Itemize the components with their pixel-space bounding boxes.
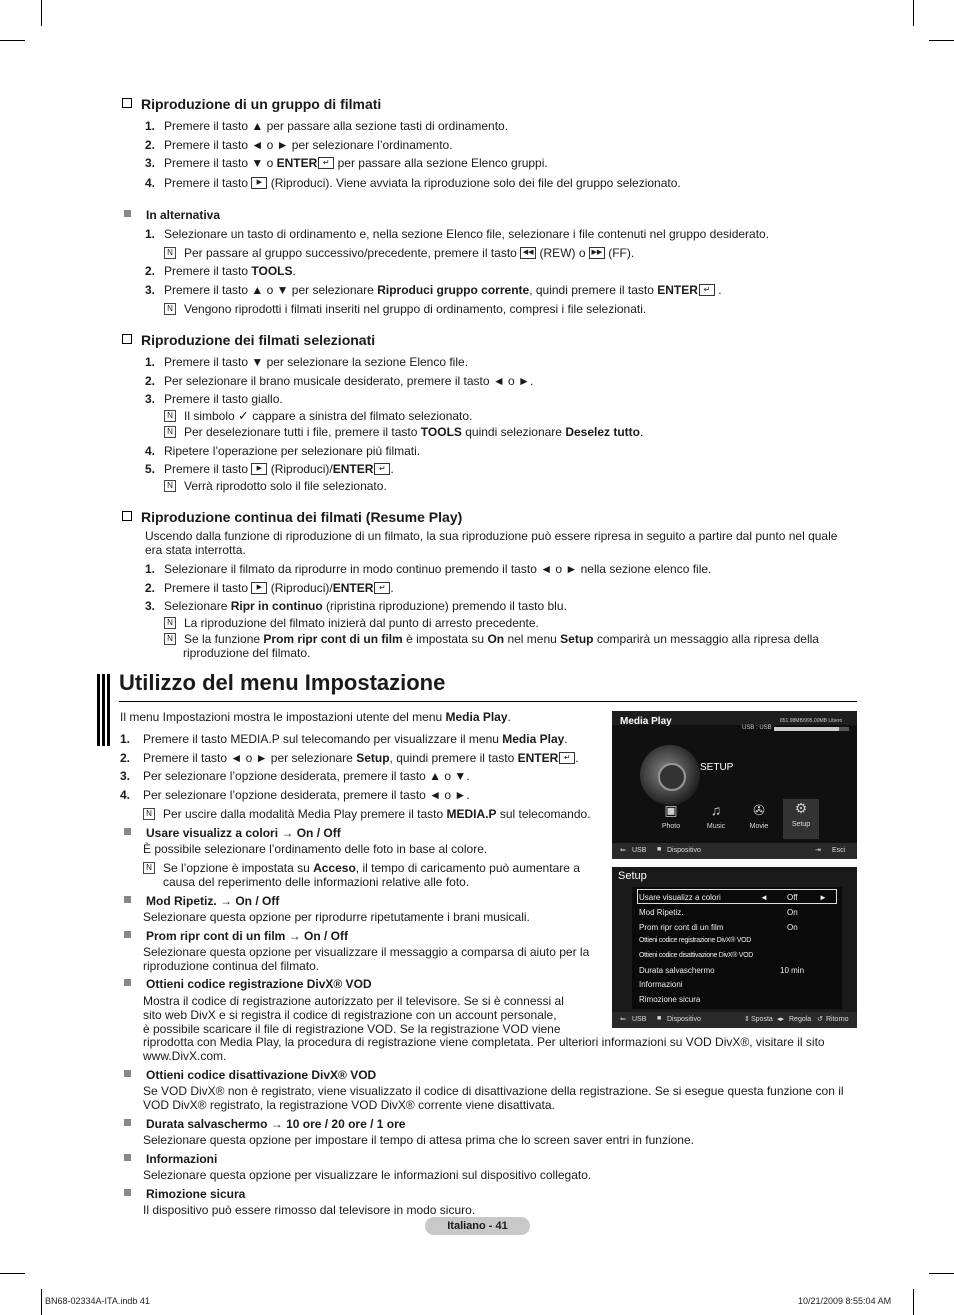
step-text: , quindi premere il tasto <box>389 751 518 765</box>
step-line <box>145 156 548 170</box>
option-heading <box>124 929 348 943</box>
enter-key-label: ENTER <box>332 581 374 595</box>
intro-text-part: . <box>507 710 511 724</box>
setup-row-value: On <box>787 908 798 917</box>
usb-icon: ⇐ <box>620 1016 626 1023</box>
step-line <box>145 227 770 241</box>
note-icon: N <box>143 862 155 874</box>
key-label: MEDIA.P <box>446 807 497 821</box>
setup-row-label: Usare visualizz a colori <box>639 893 721 902</box>
setup-tile-label: Setup <box>791 821 811 828</box>
note-icon: N <box>164 410 176 422</box>
note-text: sul telecomando. <box>496 807 591 821</box>
tools-key-label: TOOLS <box>420 425 462 439</box>
option-heading-text: Usare visualizz a colori → On / Off <box>146 826 341 840</box>
setup-row[interactable] <box>639 980 683 989</box>
step-line <box>145 599 567 613</box>
enter-icon: ↵ <box>699 284 715 296</box>
option-heading-text: Rimozione sicura <box>146 1187 246 1201</box>
enter-key-label: ENTER <box>276 156 318 170</box>
alternative-label <box>124 208 220 222</box>
option-text: Se VOD DivX® non è registrato, viene visualizzato il codice di disattivazione della registrazione. Se si esegue questa funzione con il <box>143 1084 844 1098</box>
option-text: È possibile selezionare l’ordinamento delle foto in base al colore. <box>143 842 488 856</box>
option-heading <box>124 894 279 908</box>
menu-name: Setup <box>356 751 390 765</box>
section-heading <box>122 332 375 348</box>
crop-mark <box>913 0 914 26</box>
setup-gear-icon <box>640 745 700 805</box>
enter-icon: ↵ <box>374 463 390 475</box>
fast-forward-icon: ▶▶ <box>589 247 605 259</box>
media-play-title: Media Play <box>620 716 672 727</box>
step-text: Selezionare un tasto di ordinamento e, nella sezione Elenco file, selezionare i file contenuti nel gruppo desiderato. <box>164 227 770 241</box>
intro-text: era stata interrotta. <box>145 543 246 557</box>
footer-left: BN68-02334A-ITA.indb 41 <box>45 1296 150 1306</box>
note-icon: N <box>164 617 176 629</box>
device-icon: ■ <box>657 1015 662 1022</box>
step-line <box>145 355 469 369</box>
note-text: Per deselezionare tutti i file, premere il tasto <box>184 425 421 439</box>
note-text: cappare a sinistra del filmato selezionato. <box>248 409 473 423</box>
intro-text: Uscendo dalla funzione di riproduzione di un filmato, la sua riproduzione può essere ripresa in seguito a partire dal punto nel quale <box>145 529 838 543</box>
footer-usb: USB <box>632 847 647 854</box>
option-heading-text: Ottieni codice disattivazione DivX® VOD <box>146 1068 377 1082</box>
option-heading <box>124 977 372 991</box>
setup-row-label: Rimozione sicura <box>639 995 701 1004</box>
rewind-icon: ◀◀ <box>520 247 536 259</box>
option-heading <box>124 1152 217 1166</box>
crop-mark <box>41 0 42 26</box>
note-line <box>164 425 643 439</box>
step-text: Premere il tasto <box>164 264 252 278</box>
option-name: Ripr in continuo <box>230 599 323 613</box>
tools-key-label: TOOLS <box>251 264 293 278</box>
setup-row[interactable] <box>639 893 827 902</box>
footer-right: 10/21/2009 8:55:04 AM <box>798 1296 892 1306</box>
storage-bar-fill <box>774 727 839 731</box>
step-text: Premere il tasto ◄ o ► per selezionare l’ordinamento. <box>164 138 453 152</box>
step-text: Premere il tasto ▼ per selezionare la sezione Elenco file. <box>164 355 469 369</box>
step-line <box>145 581 394 595</box>
step-number: 2. <box>145 138 156 152</box>
footer-exit[interactable]: Esci <box>832 847 846 854</box>
movie-icon: ✇ <box>753 802 765 818</box>
setup-head: Setup <box>618 870 647 882</box>
step-text: Premere il tasto ▼ o <box>164 156 277 170</box>
footer-adjust: Regola <box>789 1016 812 1023</box>
step-text: Premere il tasto <box>164 581 252 595</box>
note-text: quindi selezionare <box>461 425 566 439</box>
crop-mark <box>913 1289 914 1315</box>
square-bullet-icon <box>124 1189 131 1196</box>
move-icon: ⇕ <box>744 1016 750 1023</box>
setup-row[interactable] <box>639 923 798 932</box>
step-text: , quindi premere il tasto <box>529 283 658 297</box>
step-text: . <box>390 462 394 476</box>
note-line: riproduzione del filmato. <box>183 646 311 660</box>
note-text: Se l’opzione è impostata su <box>163 861 314 875</box>
music-tile[interactable] <box>698 801 734 839</box>
option-text: Selezionare questa opzione per impostare il tempo di attesa prima che lo screen saver entri in funzione. <box>143 1133 694 1147</box>
step-line <box>120 788 470 802</box>
footer-move: Sposta <box>751 1016 773 1023</box>
note-line: causa del reperimento delle informazioni relative alle foto. <box>163 875 470 889</box>
setup-row[interactable] <box>639 995 700 1004</box>
option-text: VOD DivX® registrato, la registrazione VOD DivX® corrente viene disattivata. <box>143 1098 555 1112</box>
option-heading-text: Mod Ripetiz. → On / Off <box>146 894 280 908</box>
option-heading-text: Ottieni codice registrazione DivX® VOD <box>146 977 372 991</box>
option-text: Il dispositivo può essere rimosso dal televisore in modo sicuro. <box>143 1203 476 1217</box>
enter-key-label: ENTER <box>657 283 698 297</box>
option-text: Mostra il codice di registrazione autorizzato per il televisore. Se si è connessi al <box>143 994 564 1008</box>
option-value: On <box>487 632 505 646</box>
step-number: 1. <box>120 732 131 746</box>
setup-row-value: 10 min <box>780 966 805 975</box>
step-number: 4. <box>145 444 156 458</box>
step-text: . <box>564 732 568 746</box>
movie-tile[interactable] <box>741 801 777 839</box>
note-line <box>143 807 591 821</box>
alternative-label-text: In alternativa <box>146 208 221 222</box>
step-text: Per selezionare l’opzione desiderata, premere il tasto ▲ o ▼. <box>143 769 470 783</box>
title-bar-decoration <box>107 674 110 746</box>
note-icon: N <box>143 808 155 820</box>
note-icon: N <box>164 247 176 259</box>
option-heading-text: Prom ripr cont di un film → On / Off <box>146 929 348 943</box>
enter-icon: ↵ <box>374 582 390 594</box>
option-name: Deselez tutto <box>565 425 640 439</box>
step-line <box>145 119 509 133</box>
step-number: 3. <box>120 769 131 783</box>
setup-tile[interactable] <box>783 799 819 839</box>
setup-row-label: Ottieni codice disattivazione DivX® VOD <box>639 952 754 959</box>
square-bullet-icon <box>124 931 131 938</box>
gear-icon: ⚙ <box>794 800 808 816</box>
option-value: Acceso <box>313 861 356 875</box>
step-text: Premere il tasto <box>164 176 252 190</box>
step-text: per passare alla sezione Elenco gruppi. <box>334 156 548 170</box>
step-line <box>145 444 421 458</box>
crop-mark <box>0 1273 25 1274</box>
step-number: 2. <box>145 374 156 388</box>
storage-label: 851.98MB/995.00MB Libero <box>780 718 843 724</box>
setup-row-label: Informazioni <box>639 980 683 989</box>
step-line <box>145 176 681 190</box>
step-number: 3. <box>145 392 156 406</box>
square-bullet-icon <box>124 1154 131 1161</box>
adjust-icon: ◂▸ <box>777 1016 785 1023</box>
note-text: Vengono riprodotti i filmati inseriti nel gruppo di ordinamento, compresi i file selezionati. <box>184 302 647 316</box>
step-text: Premere il tasto giallo. <box>164 392 283 406</box>
step-line <box>120 769 470 783</box>
section-heading-text: Riproduzione di un gruppo di filmati <box>141 96 382 112</box>
step-text: (ripristina riproduzione) premendo il tasto blu. <box>322 599 567 613</box>
usb-icon: ⇐ <box>620 847 626 854</box>
checkmark-icon: ✓ <box>238 408 249 423</box>
square-bullet-icon <box>124 828 131 835</box>
footer-device: Dispositivo <box>667 1016 701 1023</box>
step-text: Selezionare il filmato da riprodurre in modo continuo premendo il tasto ◄ o ► nella sezione elenco file. <box>164 562 712 576</box>
step-number: 2. <box>145 581 156 595</box>
square-bullet-icon <box>124 210 131 217</box>
note-line <box>164 409 472 423</box>
step-number: 3. <box>145 156 156 170</box>
square-bullet-icon <box>124 1119 131 1126</box>
section-heading-text: Riproduzione dei filmati selezionati <box>141 332 376 348</box>
step-text: . <box>292 264 296 278</box>
intro-text <box>120 710 511 724</box>
option-heading <box>124 1068 376 1082</box>
play-icon: ▶ <box>251 582 267 594</box>
menu-name: Media Play <box>445 710 508 724</box>
square-bullet-icon <box>124 896 131 903</box>
step-number: 1. <box>145 355 156 369</box>
option-name: Riproduci gruppo corrente <box>377 283 530 297</box>
menu-name: Media Play <box>502 732 565 746</box>
setup-row[interactable] <box>639 966 805 975</box>
option-text: sito web DivX e si registra il codice di registrazione con un account personale, <box>143 1008 557 1022</box>
step-number: 2. <box>120 751 131 765</box>
step-line <box>145 562 712 576</box>
step-text: Selezionare <box>164 599 231 613</box>
storage-bar <box>774 727 849 731</box>
step-text: (Riproduci)/ <box>267 462 333 476</box>
photo-tile[interactable] <box>653 801 689 839</box>
note-line <box>164 246 634 260</box>
note-text: è impostata su <box>402 632 488 646</box>
step-text: Premere il tasto <box>164 462 252 476</box>
page-number: Italiano - 41 <box>425 1217 530 1235</box>
step-text: Per selezionare il brano musicale desiderato, premere il tasto ◄ o ►. <box>164 374 534 388</box>
title-rule <box>119 701 857 702</box>
setup-row-value: On <box>787 923 798 932</box>
media-play-footer <box>612 843 857 859</box>
enter-icon: ↵ <box>318 157 334 169</box>
setup-row-label: Prom ripr cont di un film <box>639 923 724 932</box>
step-number: 1. <box>145 119 156 133</box>
step-text: . <box>714 283 722 297</box>
section-heading <box>122 509 462 525</box>
note-text: , il tempo di caricamento può aumentare a <box>355 861 580 875</box>
return-icon: ↺ <box>817 1016 823 1023</box>
note-icon: N <box>164 303 176 315</box>
exit-icon: ⇥ <box>815 847 821 854</box>
step-text: Premere il tasto MEDIA.P sul telecomando per visualizzare il menu <box>143 732 503 746</box>
note-line <box>164 616 539 630</box>
step-text: Per selezionare l’opzione desiderata, premere il tasto ◄ o ►. <box>143 788 470 802</box>
photo-icon: ▣ <box>664 802 678 818</box>
note-line <box>143 861 580 875</box>
step-number: 1. <box>145 227 156 241</box>
setup-row[interactable] <box>639 908 798 917</box>
note-icon: N <box>164 633 176 645</box>
option-heading <box>124 1117 405 1131</box>
intro-text-part: Il menu Impostazioni mostra le impostazioni utente del menu <box>120 710 446 724</box>
step-number: 1. <box>145 562 156 576</box>
square-bullet-icon <box>124 979 131 986</box>
note-text: La riproduzione del filmato inizierà dal punto di arresto precedente. <box>184 616 539 630</box>
section-heading <box>122 96 381 112</box>
footer-usb: USB <box>632 1016 647 1023</box>
device-icon: ■ <box>657 846 662 853</box>
step-line <box>145 283 722 297</box>
crop-mark <box>929 40 954 41</box>
step-text: (Riproduci). Viene avviata la riproduzione solo dei file del gruppo selezionato. <box>267 176 681 190</box>
right-arrow-icon[interactable]: ► <box>819 893 827 902</box>
option-text: è possibile scaricare il file di registrazione VOD. Se la registrazione VOD viene <box>143 1022 561 1036</box>
setup-row[interactable] <box>639 952 753 959</box>
setup-row-value: Off <box>787 893 798 902</box>
note-text: Verrà riprodotto solo il file selezionato. <box>184 479 387 493</box>
play-icon: ▶ <box>251 177 267 189</box>
setup-row-label: Durata salvaschermo <box>639 966 715 975</box>
crop-mark <box>0 40 25 41</box>
photo-tile-label: Photo <box>661 823 681 830</box>
crop-mark <box>41 1289 42 1315</box>
note-line <box>164 302 646 316</box>
music-tile-label: Music <box>706 823 726 830</box>
option-text: riproduzione continua del filmato. <box>143 959 320 973</box>
footer-return[interactable]: Ritorno <box>826 1016 849 1023</box>
left-arrow-icon[interactable]: ◄ <box>760 893 768 902</box>
note-text: Il simbolo <box>184 409 239 423</box>
setup-label: SETUP <box>700 762 734 773</box>
media-play-screen <box>612 711 857 859</box>
step-number: 5. <box>145 462 156 476</box>
step-line <box>120 732 568 746</box>
option-text: riprodotta con Media Play, la procedura di registrazione viene completata. Per ulteriori informazioni su VOD DivX®, visitare il sito <box>143 1035 825 1049</box>
note-text: Per uscire dalla modalità Media Play premere il tasto <box>163 807 447 821</box>
enter-key-label: ENTER <box>517 751 559 765</box>
checkbox-bullet-icon <box>122 334 132 344</box>
note-line <box>164 479 387 493</box>
note-line <box>164 632 819 646</box>
step-number: 2. <box>145 264 156 278</box>
crop-mark <box>929 1273 954 1274</box>
note-text: Se la funzione <box>184 632 264 646</box>
movie-tile-label: Movie <box>749 823 769 830</box>
note-icon: N <box>164 426 176 438</box>
title-bar-decoration <box>97 674 100 746</box>
setup-screen <box>612 867 857 1028</box>
note-text: . <box>640 425 644 439</box>
step-text: Ripetere l’operazione per selezionare più filmati. <box>164 444 421 458</box>
note-text: nel menu <box>504 632 561 646</box>
gear-center-icon <box>658 763 686 791</box>
note-text: (FF). <box>604 246 635 260</box>
step-line <box>145 138 453 152</box>
section-heading-text: Riproduzione continua dei filmati (Resume Play) <box>141 509 463 525</box>
title-bar-decoration <box>102 674 105 746</box>
step-line <box>145 392 283 406</box>
step-line <box>145 462 394 476</box>
option-text: Selezionare questa opzione per visualizzare il messaggio a comparsa di aiuto per la <box>143 945 590 959</box>
enter-key-label: ENTER <box>332 462 374 476</box>
step-line <box>145 374 534 388</box>
note-icon: N <box>164 480 176 492</box>
play-icon: ▶ <box>251 463 267 475</box>
option-heading <box>124 1187 245 1201</box>
setup-footer <box>612 1012 857 1028</box>
setup-panel <box>632 887 842 1009</box>
note-text: (REW) o <box>536 246 589 260</box>
footer-device: Dispositivo <box>667 847 701 854</box>
option-name: Prom ripr cont di un film <box>263 632 403 646</box>
option-text: Selezionare questa opzione per visualizzare le informazioni sul dispositivo collegato. <box>143 1168 592 1182</box>
step-text: Premere il tasto ▲ per passare alla sezione tasti di ordinamento. <box>164 119 509 133</box>
note-text: Per passare al gruppo successivo/precedente, premere il tasto <box>184 246 521 260</box>
option-text: Selezionare questa opzione per riprodurre ripetutamente i brani musicali. <box>143 910 530 924</box>
setup-row-label: Mod Ripetiz. <box>639 908 684 917</box>
checkbox-bullet-icon <box>122 511 132 521</box>
note-text: comparirà un messaggio alla ripresa della <box>593 632 819 646</box>
option-heading-text: Durata salvaschermo → 10 ore / 20 ore / 1 ore <box>146 1117 406 1131</box>
option-heading <box>124 826 341 840</box>
step-text: . <box>390 581 394 595</box>
music-icon: ♫ <box>710 802 722 818</box>
step-number: 4. <box>120 788 131 802</box>
step-number: 3. <box>145 283 156 297</box>
step-text: Premere il tasto ◄ o ► per selezionare <box>143 751 357 765</box>
option-text: www.DivX.com. <box>143 1049 227 1063</box>
page-title: Utilizzo del menu Impostazione <box>119 670 446 695</box>
menu-name: Setup <box>560 632 594 646</box>
checkbox-bullet-icon <box>122 98 132 108</box>
step-text: (Riproduci)/ <box>267 581 333 595</box>
usb-label: USB : USB <box>742 725 772 731</box>
step-number: 4. <box>145 176 156 190</box>
option-heading-text: Informazioni <box>146 1152 218 1166</box>
enter-icon: ↵ <box>559 752 575 764</box>
step-text: Premere il tasto ▲ o ▼ per selezionare <box>164 283 378 297</box>
setup-row[interactable] <box>639 937 751 944</box>
step-text: . <box>575 751 579 765</box>
step-number: 3. <box>145 599 156 613</box>
square-bullet-icon <box>124 1070 131 1077</box>
step-line <box>120 751 579 765</box>
step-line <box>145 264 296 278</box>
setup-row-label: Ottieni codice registrazione DivX® VOD <box>639 937 752 944</box>
